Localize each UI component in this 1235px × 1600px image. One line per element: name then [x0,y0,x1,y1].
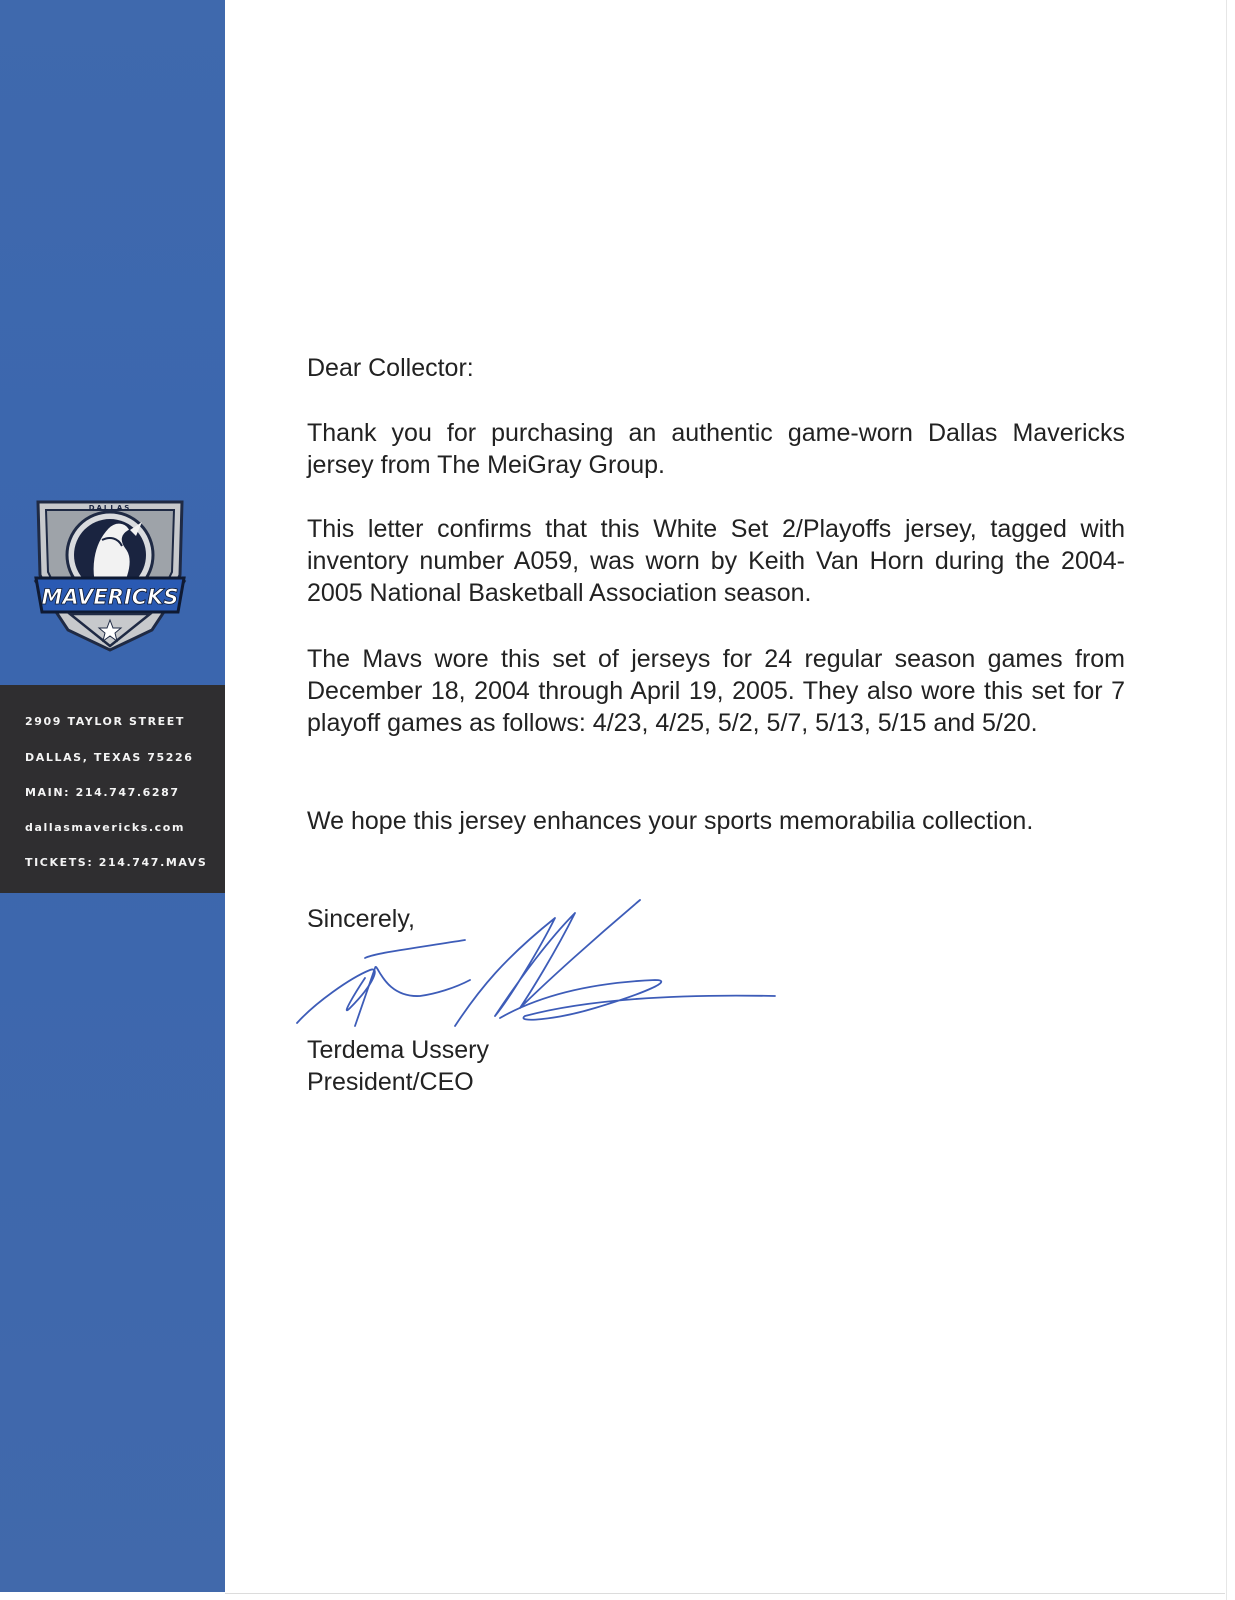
letterhead-sidebar [0,0,225,1592]
contact-info-box [0,685,225,893]
contact-city: DALLAS, TEXAS 75226 [25,751,194,764]
signature [295,898,795,1028]
signer-title: President/CEO [307,1068,474,1096]
paragraph-hope: We hope this jersey enhances your sports memorabilia collection. [307,807,1034,835]
logo-dallas-text: DALLAS [88,504,132,512]
signer-name: Terdema Ussery [307,1036,489,1064]
closing: Sincerely, [307,905,415,933]
paragraph-games: The Mavs wore this set of jerseys for 24 regular season games from December 18, 2004 through April 19, 2005. They also wore this set for 7 playoff games as follows: 4/23, 4/25, 5/2, 5/7, 5/13, 5/15 and 5/20. [307,645,1125,737]
salutation: Dear Collector: [307,354,474,382]
paragraph-thank-you: Thank you for purchasing an authentic game-worn Dallas Mavericks jersey from The MeiGray Group. [307,419,1125,479]
page-bottom-edge [225,1593,1225,1594]
logo-wordmark: MAVERICKS [41,585,179,609]
contact-address: 2909 TAYLOR STREET [25,715,186,728]
paragraph-confirmation: This letter confirms that this White Set 2/Playoffs jersey, tagged with inventory number A059, was worn by Keith Van Horn during the 2004-2005 National Basketball Association season. [307,515,1125,607]
contact-website: dallasmavericks.com [25,821,186,834]
contact-main-phone: MAIN: 214.747.6287 [25,786,180,799]
page-right-edge [1226,0,1227,1600]
mavericks-logo [30,500,190,665]
contact-tickets-phone: TICKETS: 214.747.MAVS [25,856,208,869]
